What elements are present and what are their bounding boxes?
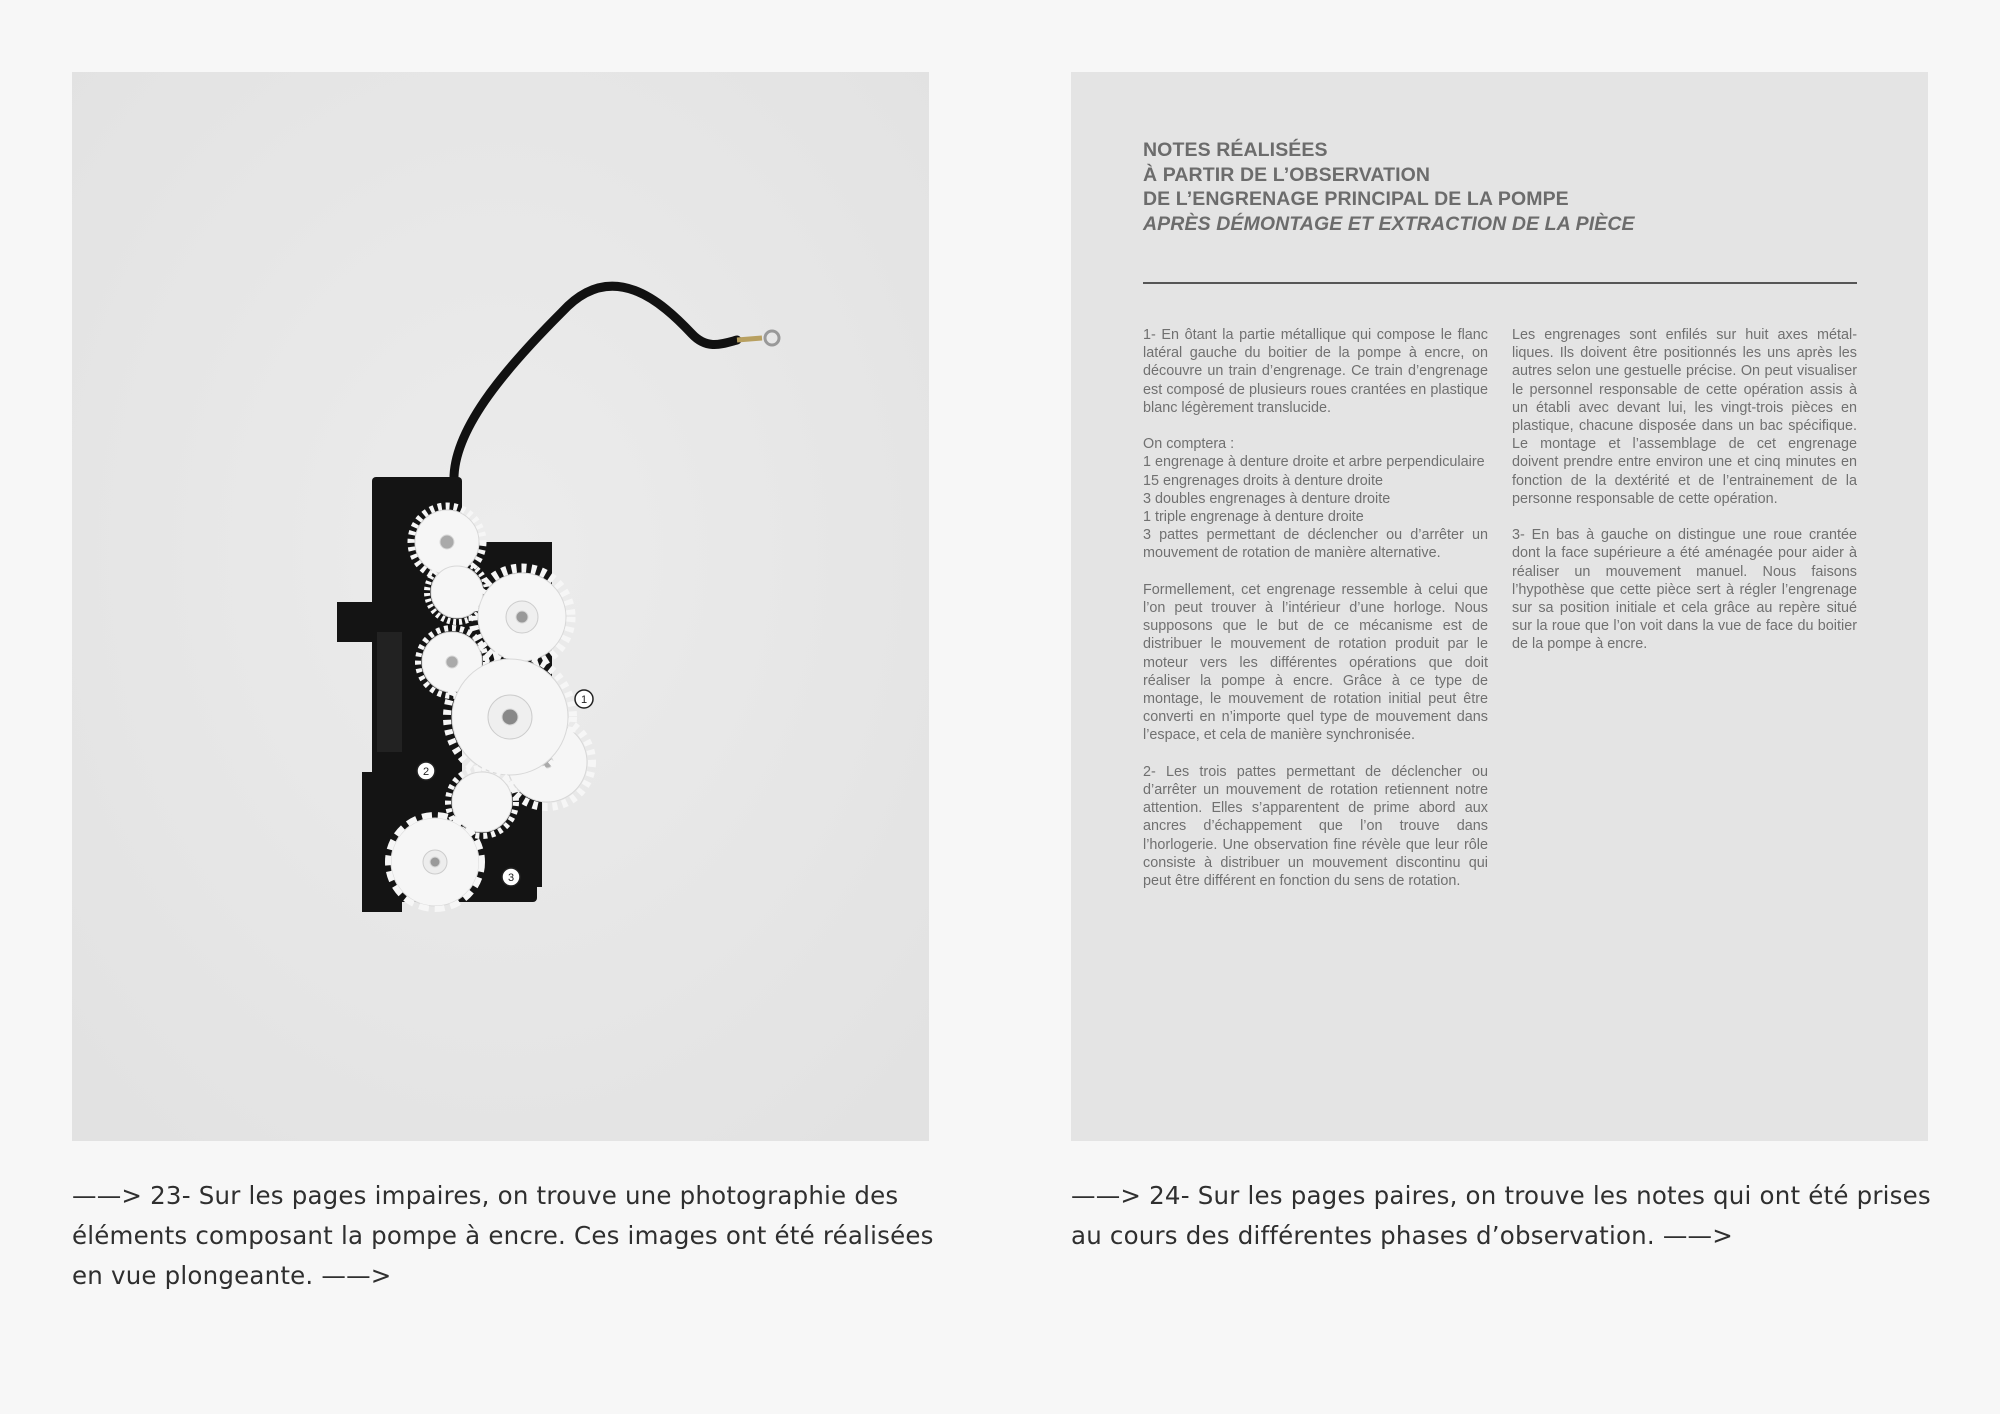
list-intro: On comptera :: [1143, 436, 1235, 453]
paragraph: Formellement, cet engrenage ressemble à celui que l’on peut trouver à l’intérieur d’une horloge. Nous supposons que le but de ce mécanisme est de distribuer le mouvement de rotation produit par le moteur vers les différentes opérations que doit réaliser la pompe à encre. Grâce à ce type de montage, le mouvement de rotation initial peut être converti en n’importe quel type de mouvement dans l’espace, et cela de manière synchronisée.: [1143, 581, 1488, 744]
svg-text:1: 1: [580, 694, 588, 706]
paragraph: Les engrenages sont enfilés sur huit axes métalliques. Ils doivent être positionnés les uns après les autres selon une gestuelle précise. On peut visualiser le personnel responsable de cette opération assis à un établi avec devant lui, les vingt-trois pièces en plastique, chacune disposée dans un bac spécifique. Le montage et l’assemblage de cet engrenage doivent prendre entre environ une et cinq minutes en fonction de la dextérité et de l’entrainement de la personne responsable de cette opération.: [1512, 327, 1857, 507]
marker-2: [417, 762, 435, 780]
caption-right: ——> 24- Sur les pages paires, on trouve les notes qui ont été prises au cours des différentes phases d’observation. ——>: [1071, 1181, 1931, 1250]
list-item: 3 pattes permettant de déclencher ou d’arrêter un mouvement de rotation de manière alternative.: [1143, 527, 1488, 562]
list-item: 1 engrenage à denture droite et arbre perpendiculaire: [1143, 454, 1485, 471]
paragraph: 2- Les trois pattes permettant de déclencher ou d’arrêter un mouvement de rotation retiennent notre attention. Elles s’apparentent de prime abord aux ancres d’échappement que l’on trouve dans l’horlogerie. Une observation fine révèle que leur rôle consiste à distribuer un mouvement discontinu qui peut être différent en fonction du sens de rotation.: [1143, 763, 1488, 890]
notes-title-line: DE L’ENGRENAGE PRINCIPAL DE LA POMPE: [1143, 188, 1569, 210]
notes-title-line: À PARTIR DE L’OBSERVATION: [1143, 163, 1431, 186]
notes-left-column: [1143, 326, 1488, 908]
caption-left: ——> 23- Sur les pages impaires, on trouve une photographie des éléments composant la pompe à encre. Ces images ont été réalisées en vue plongeante. ——>: [72, 1181, 934, 1290]
notes-right-column: [1512, 326, 1857, 672]
notes-panel: [1071, 72, 1928, 1141]
marker-3: [502, 868, 520, 886]
paragraph: 3- En bas à gauche on distingue une roue crantée dont la face supérieure a été aménagée pour aider à réaliser un mouvement manuel. Nous faisons l’hypothèse que cette pièce sert à régler l’engrenage sur sa position initiale et cela grâce au repère situé sur la roue que l’on voit dans la vue de face du boitier de la pompe à encre.: [1512, 527, 1857, 653]
marker-1: [575, 690, 593, 708]
notes-title-line: NOTES RÉALISÉES: [1143, 139, 1328, 161]
svg-text:2: 2: [422, 766, 430, 778]
paragraph: 1- En ôtant la partie métallique qui compose le flanc latéral gauche du boitier de la pompe à encre, on découvre un train d’engrenage. Ce train d’engrenage est composé de plusieurs roues crantées en plastique blanc légèrement translucide.: [1143, 327, 1488, 416]
list-item: 15 engrenages droits à denture droite: [1143, 472, 1384, 489]
list-item: 3 doubles engrenages à denture droite: [1143, 490, 1391, 507]
divider: [1143, 282, 1857, 284]
list-item: 1 triple engrenage à denture droite: [1143, 509, 1364, 526]
gear-train-photo: [72, 72, 929, 1141]
notes-subtitle: APRÈS DÉMONTAGE ET EXTRACTION DE LA PIÈCE: [1143, 212, 1635, 235]
svg-text:3: 3: [507, 872, 515, 884]
photo-panel: [72, 72, 929, 1141]
notes-title: [1143, 138, 1857, 236]
gear-inventory-list: [1143, 435, 1488, 562]
